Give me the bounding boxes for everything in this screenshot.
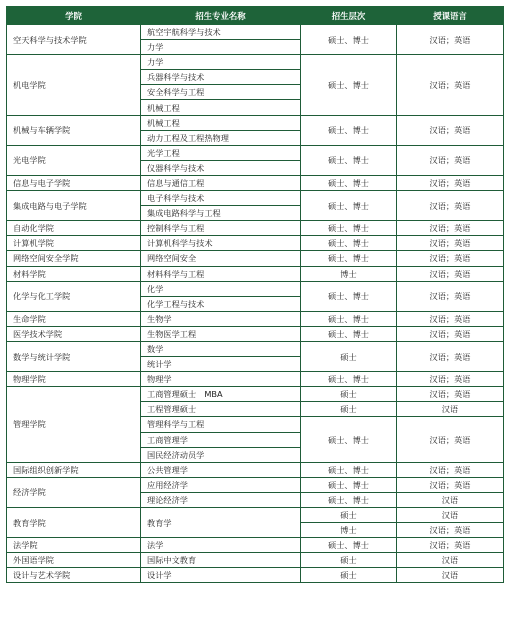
- level-cell: 硕士、博士: [301, 236, 397, 251]
- header-major: 招生专业名称: [141, 7, 301, 25]
- major-cell: 公共管理学: [141, 462, 301, 477]
- level-cell: 硕士、博士: [301, 372, 397, 387]
- language-cell: 汉语；英语: [397, 221, 504, 236]
- table-row: [7, 281, 504, 296]
- table-row: [7, 55, 504, 70]
- language-cell: 汉语: [397, 402, 504, 417]
- college-cell: 材料学院: [7, 266, 141, 281]
- language-cell: 汉语；英语: [397, 25, 504, 55]
- major-cell: 兵器科学与技术: [141, 70, 301, 85]
- table-row: [7, 326, 504, 341]
- major-cell: 生物医学工程: [141, 326, 301, 341]
- language-cell: 汉语；英语: [397, 55, 504, 115]
- language-cell: 汉语；英语: [397, 326, 504, 341]
- table-row: [7, 538, 504, 553]
- table-row: [7, 341, 504, 356]
- level-cell: 硕士、博士: [301, 251, 397, 266]
- major-cell: 工商管理学: [141, 432, 301, 447]
- level-cell: 硕士: [301, 402, 397, 417]
- major-cell: 电子科学与技术: [141, 191, 301, 206]
- language-cell: 汉语；英语: [397, 266, 504, 281]
- table-row: [7, 311, 504, 326]
- table-row: [7, 508, 504, 523]
- table-row: [7, 553, 504, 568]
- level-cell: 硕士、博士: [301, 55, 397, 115]
- college-cell: 物理学院: [7, 372, 141, 387]
- table-row: [7, 387, 504, 402]
- table-body: [7, 25, 504, 583]
- major-cell: 光学工程: [141, 145, 301, 160]
- major-cell: 教育学: [141, 508, 301, 538]
- level-cell: 硕士、博士: [301, 311, 397, 326]
- major-cell: 信息与通信工程: [141, 175, 301, 190]
- language-cell: 汉语；英语: [397, 462, 504, 477]
- language-cell: 汉语；英语: [397, 251, 504, 266]
- language-cell: 汉语: [397, 553, 504, 568]
- level-cell: 硕士、博士: [301, 145, 397, 175]
- language-cell: 汉语: [397, 492, 504, 507]
- language-cell: 汉语: [397, 508, 504, 523]
- level-cell: 硕士、博士: [301, 115, 397, 145]
- college-cell: 生命学院: [7, 311, 141, 326]
- level-cell: 硕士、博士: [301, 538, 397, 553]
- language-cell: 汉语；英语: [397, 115, 504, 145]
- table-row: [7, 568, 504, 583]
- table-row: [7, 236, 504, 251]
- admissions-table: [6, 6, 504, 583]
- language-cell: 汉语；英语: [397, 387, 504, 402]
- major-cell: 法学: [141, 538, 301, 553]
- header-level: 招生层次: [301, 7, 397, 25]
- table-row: [7, 372, 504, 387]
- language-cell: 汉语: [397, 568, 504, 583]
- language-cell: 汉语；英语: [397, 191, 504, 221]
- major-cell: 理论经济学: [141, 492, 301, 507]
- major-cell: 统计学: [141, 357, 301, 372]
- level-cell: 硕士、博士: [301, 326, 397, 341]
- level-cell: 硕士、博士: [301, 281, 397, 311]
- level-cell: 硕士、博士: [301, 462, 397, 477]
- major-cell: 材料科学与工程: [141, 266, 301, 281]
- major-cell: 工商管理硕士 MBA: [141, 387, 301, 402]
- college-cell: 机械与车辆学院: [7, 115, 141, 145]
- major-cell: 生物学: [141, 311, 301, 326]
- major-cell: 国民经济动员学: [141, 447, 301, 462]
- college-cell: 医学技术学院: [7, 326, 141, 341]
- major-cell: 数学: [141, 341, 301, 356]
- level-cell: 硕士: [301, 387, 397, 402]
- major-cell: 控制科学与工程: [141, 221, 301, 236]
- major-cell: 航空宇航科学与技术: [141, 25, 301, 40]
- table-row: [7, 175, 504, 190]
- table-row: [7, 115, 504, 130]
- major-cell: 机械工程: [141, 100, 301, 115]
- major-cell: 机械工程: [141, 115, 301, 130]
- level-cell: 硕士、博士: [301, 221, 397, 236]
- college-cell: 信息与电子学院: [7, 175, 141, 190]
- level-cell: 硕士、博士: [301, 175, 397, 190]
- major-cell: 化学工程与技术: [141, 296, 301, 311]
- header-college: 学院: [7, 7, 141, 25]
- level-cell: 博士: [301, 523, 397, 538]
- major-cell: 动力工程及工程热物理: [141, 130, 301, 145]
- language-cell: 汉语；英语: [397, 145, 504, 175]
- college-cell: 外国语学院: [7, 553, 141, 568]
- level-cell: 硕士: [301, 341, 397, 371]
- major-cell: 集成电路科学与工程: [141, 206, 301, 221]
- level-cell: 硕士、博士: [301, 477, 397, 492]
- level-cell: 硕士: [301, 553, 397, 568]
- college-cell: 教育学院: [7, 508, 141, 538]
- language-cell: 汉语；英语: [397, 281, 504, 311]
- table-row: [7, 191, 504, 206]
- major-cell: 网络空间安全: [141, 251, 301, 266]
- language-cell: 汉语；英语: [397, 538, 504, 553]
- level-cell: 硕士、博士: [301, 417, 397, 462]
- college-cell: 集成电路与电子学院: [7, 191, 141, 221]
- table-row: [7, 145, 504, 160]
- college-cell: 设计与艺术学院: [7, 568, 141, 583]
- major-cell: 工程管理硕士: [141, 402, 301, 417]
- language-cell: 汉语；英语: [397, 175, 504, 190]
- college-cell: 网络空间安全学院: [7, 251, 141, 266]
- major-cell: 安全科学与工程: [141, 85, 301, 100]
- table-row: [7, 25, 504, 40]
- level-cell: 硕士、博士: [301, 191, 397, 221]
- level-cell: 硕士: [301, 508, 397, 523]
- major-cell: 仪器科学与技术: [141, 160, 301, 175]
- language-cell: 汉语；英语: [397, 341, 504, 371]
- major-cell: 化学: [141, 281, 301, 296]
- table-header-row: [7, 7, 504, 25]
- college-cell: 自动化学院: [7, 221, 141, 236]
- language-cell: 汉语；英语: [397, 311, 504, 326]
- major-cell: 力学: [141, 55, 301, 70]
- major-cell: 设计学: [141, 568, 301, 583]
- language-cell: 汉语；英语: [397, 523, 504, 538]
- table-row: [7, 221, 504, 236]
- level-cell: 硕士、博士: [301, 25, 397, 55]
- major-cell: 计算机科学与技术: [141, 236, 301, 251]
- college-cell: 化学与化工学院: [7, 281, 141, 311]
- college-cell: 数学与统计学院: [7, 341, 141, 371]
- college-cell: 管理学院: [7, 387, 141, 462]
- level-cell: 博士: [301, 266, 397, 281]
- college-cell: 机电学院: [7, 55, 141, 115]
- college-cell: 经济学院: [7, 477, 141, 507]
- college-cell: 计算机学院: [7, 236, 141, 251]
- college-cell: 法学院: [7, 538, 141, 553]
- major-cell: 物理学: [141, 372, 301, 387]
- header-language: 授课语言: [397, 7, 504, 25]
- level-cell: 硕士: [301, 568, 397, 583]
- table-row: [7, 266, 504, 281]
- language-cell: 汉语；英语: [397, 236, 504, 251]
- major-cell: 力学: [141, 40, 301, 55]
- table-row: [7, 477, 504, 492]
- major-cell: 管理科学与工程: [141, 417, 301, 432]
- language-cell: 汉语；英语: [397, 417, 504, 462]
- table-row: [7, 462, 504, 477]
- table-row: [7, 251, 504, 266]
- college-cell: 空天科学与技术学院: [7, 25, 141, 55]
- major-cell: 应用经济学: [141, 477, 301, 492]
- major-cell: 国际中文教育: [141, 553, 301, 568]
- college-cell: 光电学院: [7, 145, 141, 175]
- level-cell: 硕士、博士: [301, 492, 397, 507]
- language-cell: 汉语；英语: [397, 372, 504, 387]
- language-cell: 汉语；英语: [397, 477, 504, 492]
- college-cell: 国际组织创新学院: [7, 462, 141, 477]
